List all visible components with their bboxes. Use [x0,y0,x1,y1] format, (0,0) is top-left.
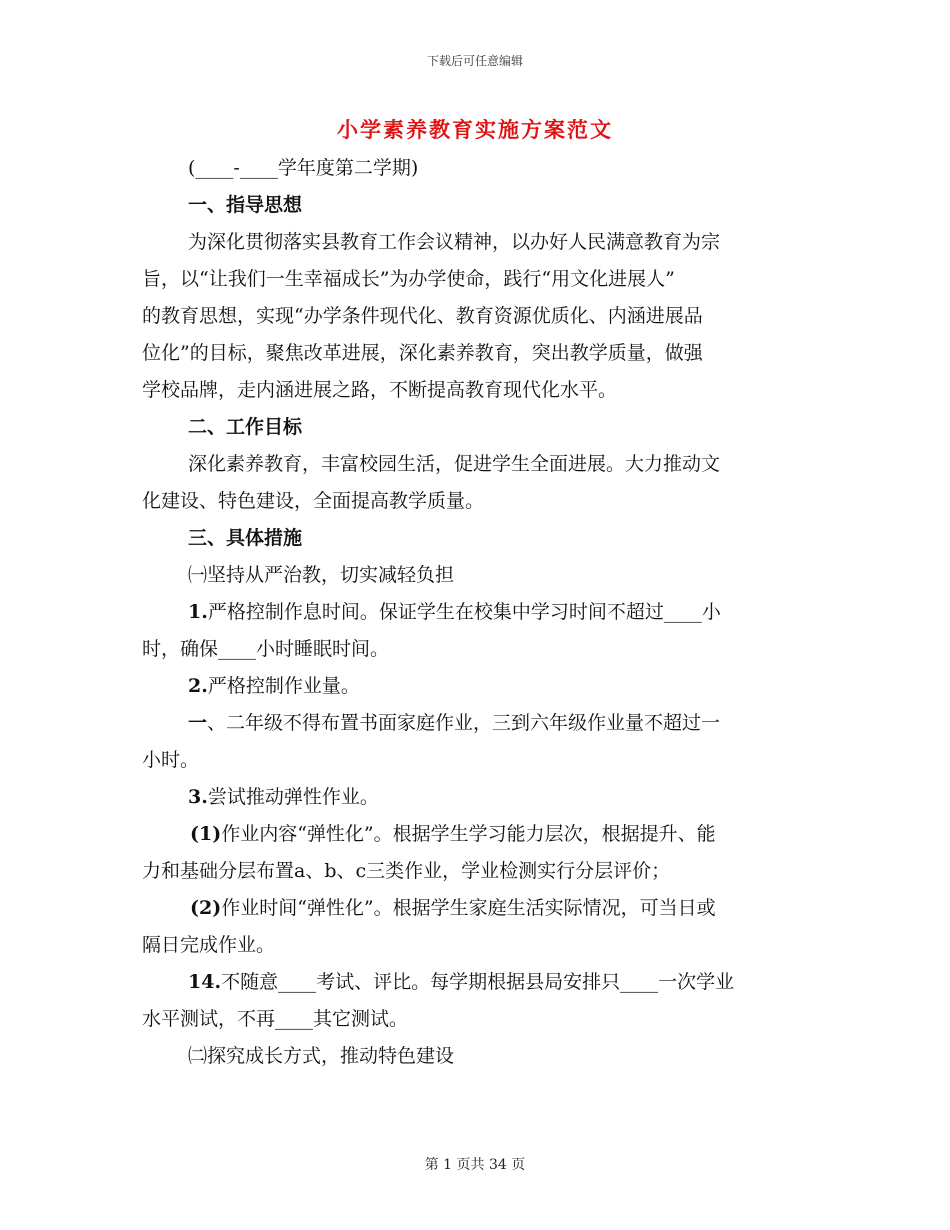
list-item [142,705,806,742]
paragraph-line: 时，确保____小时睡眠时间。 [142,638,390,660]
section-heading-measures: 三、具体措施 [188,527,303,549]
paragraph-line: 学校品牌，走内涵进展之路，不断提高教育现代化水平。 [142,379,618,401]
section-heading-work-goals: 二、工作目标 [188,416,303,438]
paragraph-line: 隔日完成作业。 [142,934,276,956]
paragraph-line: 水平测试，不再____其它测试。 [142,1008,409,1030]
subsection-heading: ㈠坚持从严治教，切实减轻负担 [188,564,455,586]
page-number-footer: 第 1 页共 34 页 [424,1157,526,1173]
item-text: 不随意____考试、评比。每学期根据县局安排只____一次学业 [221,971,735,993]
paragraph-line: 位化”的目标，聚焦改革进展，深化素养教育，突出教学质量，做强 [142,342,703,364]
item-text: 、二年级不得布置书面家庭作业，三到六年级作业量不超过一 [207,712,721,734]
semester-line: (____-____学年度第二学期) [188,157,419,179]
item-number: 3. [188,786,208,808]
section-heading-guiding-thought: 一、指导思想 [188,194,303,216]
list-item [142,964,806,1001]
document-title: 小学素养教育实施方案范文 [337,117,613,142]
item-number: 14. [188,971,222,993]
paragraph-line: 小时。 [142,749,200,771]
paragraph-line: 力和基础分层布置a、b、c三类作业，学业检测实行分层评价； [142,860,671,882]
list-item [142,779,806,816]
paragraph-line: 的教育思想，实现“办学条件现代化、教育资源优质化、内涵进展品 [142,305,703,327]
item-text: 作业内容“弹性化”。根据学生学习能力层次，根据提升、能 [221,823,716,845]
list-item [142,594,806,631]
item-marker: 一 [188,712,208,734]
item-text: 严格控制作息时间。保证学生在校集中学习时间不超过____小 [207,601,721,623]
document-body [142,150,806,1075]
item-number: 2. [188,675,208,697]
item-text: 严格控制作业量。 [207,675,360,697]
paragraph-line: 深化素养教育，丰富校园生活，促进学生全面进展。大力推动文 [188,453,721,475]
item-text: 尝试推动弹性作业。 [207,786,379,808]
item-text: 作业时间“弹性化”。根据学生家庭生活实际情况，可当日或 [221,897,716,919]
paragraph-line: 旨，以“让我们一生幸福成长”为办学使命，践行“用文化进展人” [142,268,675,290]
list-item [142,816,806,853]
paragraph-line: 化建设、特色建设，全面提高教学质量。 [142,490,485,512]
item-number: (2) [190,897,222,919]
paragraph-line: 为深化贯彻落实县教育工作会议精神，以办好人民满意教育为宗 [188,231,721,253]
header-note: 下载后可任意编辑 [426,54,523,68]
list-item [142,668,806,705]
item-number: (1) [190,823,222,845]
list-item [142,890,806,927]
subsection-heading: ㈡探究成长方式，推动特色建设 [188,1045,455,1067]
item-number: 1. [188,601,208,623]
